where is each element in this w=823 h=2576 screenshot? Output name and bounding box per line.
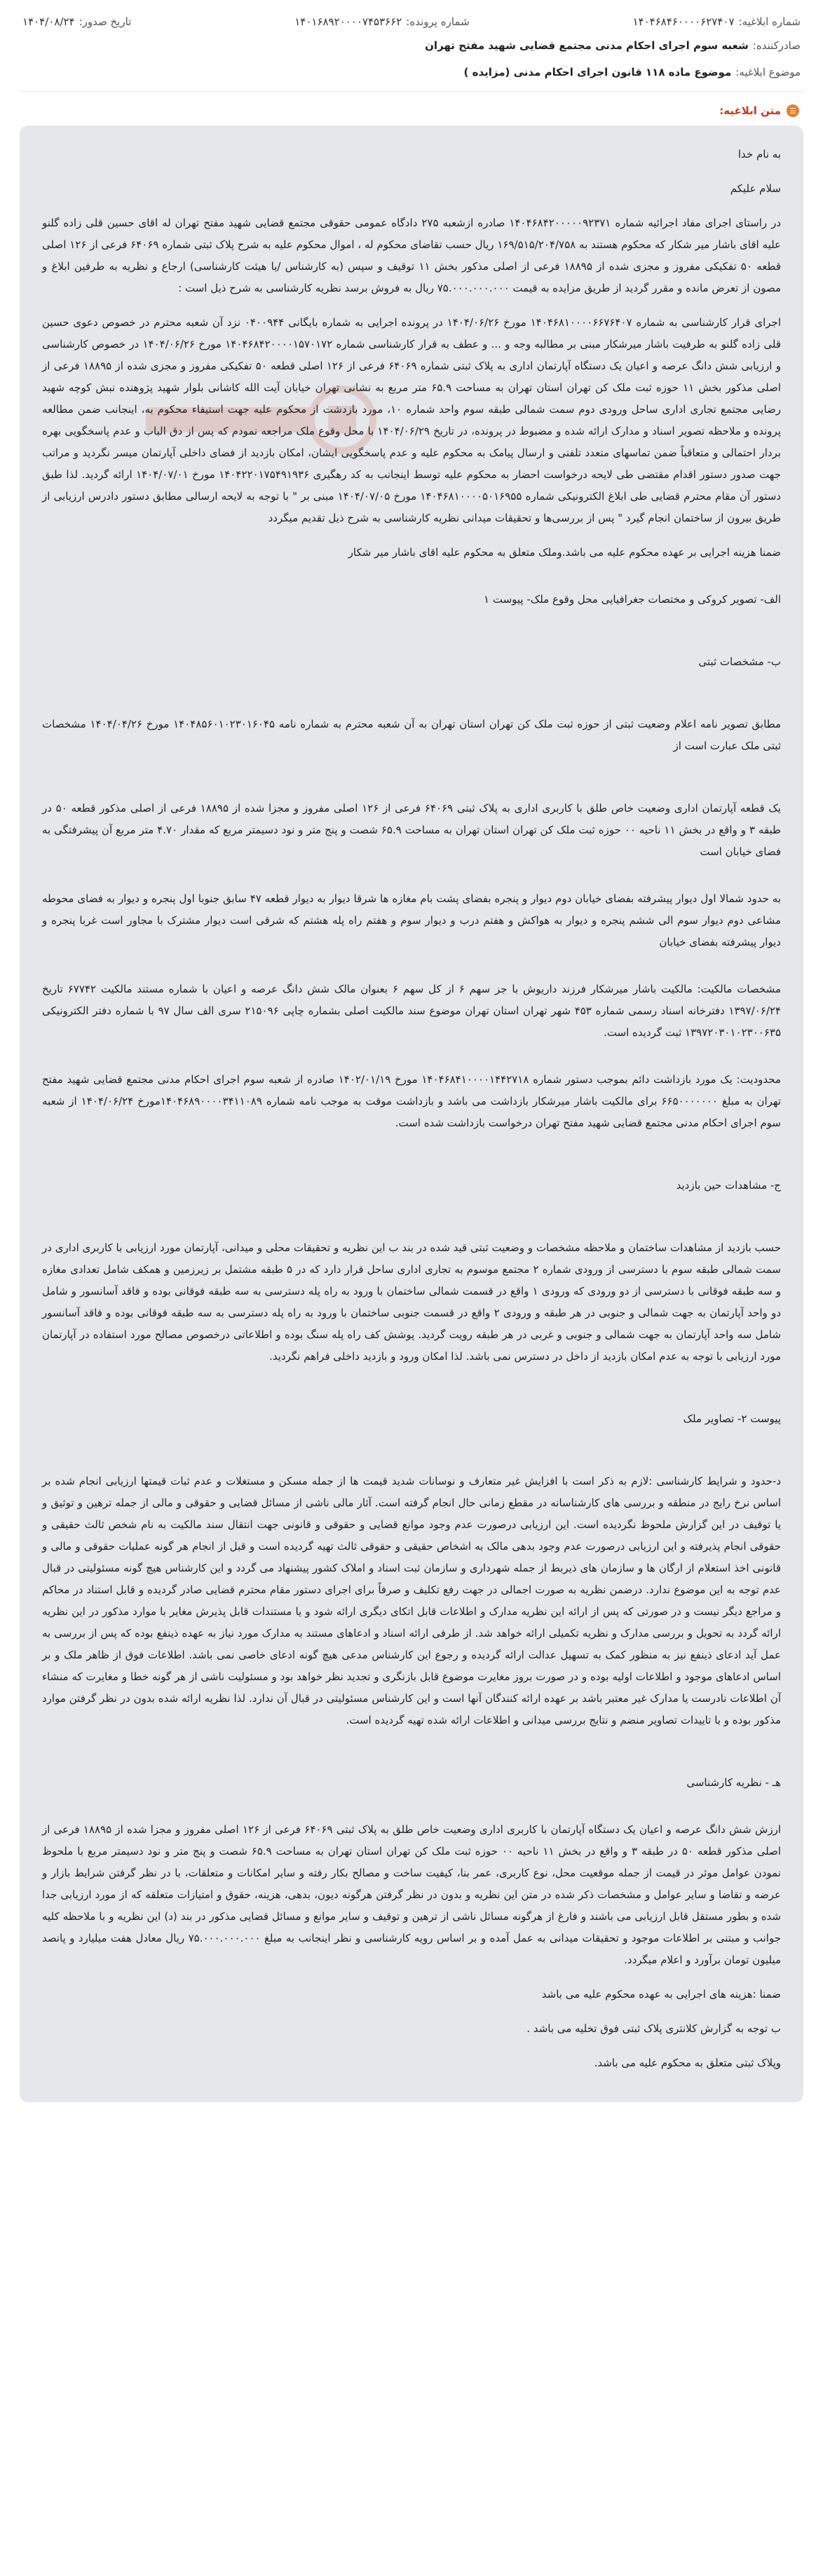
paragraph-greeting: سلام علیکم bbox=[730, 182, 781, 195]
notice-text-header bbox=[20, 102, 803, 125]
paragraph-boundaries: به حدود شمالا اول دیوار پیشرفته بفضای خیابان دوم دیوار و پنجره بفضای پشت بام مغازه ها شرقا دیوار به دیوار قطعه ۴۷ سابق جنوبا اول پنجره و دیوار به فضای محوطه مشاعی دوم دیوار سوم الی ششم پنجره و دیوار به هواکش و هفتم درب و دیوار سوم و هفتم راه پله هشتم که شرقی است دیوار مشترک با مجاور است غربا پنجره و دیوار پیشرفته بفضای خیابان bbox=[42, 892, 781, 948]
issuer-label: صادرکننده: bbox=[752, 39, 801, 52]
paragraph-intro: در راستای اجرای مفاد اجرائیه شماره ۱۴۰۴۶۸۴۲۰۰۰۰۰۹۲۳۷۱ صادره ازشعبه ۲۷۵ دادگاه عمومی حقوقی مجتمع قضایی شهید مفتح تهران له اقای حسین قلی زاده گلنو علیه اقای باشار میر شکار که محکوم هستند به ۱۶۹/۵۱۵/۲۰۴/۷۵۸ ریال حسب تقاضای محکوم له ، اموال محکوم علیه به شرح پلاک ثبتی شماره ۶۴۰۶۹ فرعی از ۱۲۶ اصلی قطعه ۵۰ تفکیکی مفروز و مجزی شده از ۱۸۸۹۵ فرعی از اصلی مذکور بخش ۱۱ توقیف و سپس (به کارشناس /یا هیئت کارشناسی) ارجاع و نظریه به طرفین ابلاغ و مصون از تعرض مانده و مقرر گردید از طریق مزایده به قیمت ۷۵.۰۰۰.۰۰۰.۰۰۰ ریال به فروش برسد نظریه کارشناسی به شرح ذیل است : bbox=[42, 217, 782, 294]
paragraph-valuation: ارزش شش دانگ عرصه و اعیان یک دستگاه آپارتمان با کاربری اداری وضعیت خاص طلق به پلاک ثبتی ۶۴۰۶۹ فرعی از ۱۲۶ اصلی مفروز و مجزا شده از ۱۸۸۹۵ فرعی از اصلی مذکور قطعه ۵۰ در طبقه ۳ و واقع در بخش ۱۱ ناحیه ۰۰ حوزه ثبت ملک کن تهران استان تهران به مساحت ۶۵.۹ شصت و پنج متر و نود دسیمتر مربع با ملحوظ نمودن عوامل موثر در قیمت از جمله موقعیت محل، نوع کاربری، عمر بنا، کیفیت ساخت و مصالح بکار رفته و سایر امکانات و متعلقات، با در نظر گرفتن شرایط بازار و عرضه و تقاضا و سایر عوامل و مشخصات ذکر شده در متن این نظریه و بدون در نظر گرفتن هرگونه دیون، بدهی، هزینه، حقوق و امتیازات متعلقه که از مورد ارزیابی جدا شده و بطور مستقل قابل ارزیابی می باشند و فارغ از هرگونه مسائل ناشی از ترهین و توقیف و سایر موانع و مسائل قضایی مذکور در بند (د) این نظریه و با ملاحظه کلیه جوانب و مبتنی بر اطلاعات موجود و تحقیقات میدانی به عمل آمده و بر اساس رویه کارشناسی و نظر اینجانب به مبلغ ۷۵.۰۰۰.۰۰۰.۰۰۰ ریال معادل هفت میلیارد و پانصد میلیون تومان برآورد و اعلام میگردد. bbox=[42, 1823, 781, 1966]
issue-date-value: ۱۴۰۴/۰۸/۲۴ bbox=[22, 15, 75, 28]
divider bbox=[20, 91, 803, 92]
notice-body bbox=[20, 125, 803, 2102]
case-number-label: شماره پرونده: bbox=[406, 15, 470, 28]
section-b-title: ب- مشخصات ثبتی bbox=[698, 655, 781, 668]
notice-number-value: ۱۴۰۴۶۸۴۶۰۰۰۰۶۲۷۴۰۷ bbox=[632, 15, 735, 28]
paragraph-police-report: ب توجه به گزارش کلانتری پلاک ثبتی فوق تخلیه می باشد . bbox=[526, 2022, 781, 2035]
case-number-value: ۱۴۰۱۶۸۹۲۰۰۰۰۷۴۵۳۶۶۲ bbox=[294, 15, 402, 28]
document-icon: ☰ bbox=[787, 104, 799, 117]
paragraph-registry-letter: مطابق تصویر نامه اعلام وضعیت ثبتی از حوزه ثبت ملک کن تهران استان تهران به آن شعبه محترم به شماره نامه ۱۴۰۴۸۵۶۰۱۰۲۳۰۱۶۰۴۵ مورخ ۱۴۰۴/۰۴/۲۶ مشخصات ثبتی ملک عبارت است از bbox=[42, 718, 781, 752]
paragraph-ownership-note: وپلاک ثبتی متعلق به محکوم علیه می باشد. bbox=[594, 2057, 781, 2069]
section-e-title: هـ - نظریه کارشناسی bbox=[686, 1776, 781, 1789]
subject-value: موضوع ماده ۱۱۸ قانون اجرای احکام مدنی (مزایده ) bbox=[463, 66, 732, 79]
section-c-title: ج- مشاهدات حین بازدید bbox=[676, 1179, 781, 1192]
attachment-2-title: پیوست ۲- تصاویر ملک bbox=[683, 1412, 781, 1425]
issue-date bbox=[22, 15, 131, 28]
issue-date-label: تاریخ صدور: bbox=[79, 15, 132, 28]
notice-number bbox=[633, 15, 801, 28]
paragraph-observations: حسب بازدید از مشاهدات ساختمان و ملاحظه مشخصات و وضعیت ثبتی قید شده در بند ب این نظریه و تحقیقات محلی و میدانی، آپارتمان مورد ارزیابی با کاربری اداری در سمت شمالی طبقه سوم با دسترسی از ورودی شماره ۲ مجتمع موسوم به تجاری اداری ساحل قرار دارد که در ۵ طبقه مشتمل بر زیرزمین و همکف شامل تعدادی مغازه و سه طبقه فوقانی با دسترسی از دو ورودی که ورودی ۱ واقع در قسمت شمالی ساختمان با ورود به راه پله دسترسی به سه طبقه فوقانی بوده و فاقد آسانسور و شامل دو واحد آپارتمان به جهت شمالی و جنوبی در هر طبقه و ورودی ۲ واقع در قسمت جنوبی ساختمان با ورود به راه پله دسترسی به سه طبقه فوقانی بوده و فاقد آسانسور شامل سه واحد آپارتمان به جهت شمالی و جنوبی و غربی در هر طبقه رویت گردید. پوشش کف راه پله سنگ بوده و اطلاعاتی درخصوص مصالح مورد استفاده در آپارتمان مورد ارزیابی با توجه به عدم امکان بازدید از داخل در دسترس نمی باشد. لذا امکان ورود و بازدید داخلی فراهم نگردید. bbox=[42, 1241, 782, 1363]
paragraph-restrictions: محدودیت: یک مورد بازداشت دائم بموجب دستور شماره ۱۴۰۴۶۸۴۱۰۰۰۰۱۴۴۲۷۱۸ مورخ ۱۴۰۲/۰۱/۱۹ صادره از شعبه سوم اجرای احکام مدنی مجتمع قضایی شهید مفتح تهران به مبلغ ۶۶۵۰۰۰۰۰۰۰ برای مالکیت باشار میرشکار بازداشت می باشد و بازداشت موقت به موجب نامه شماره ۱۴۰۴۶۸۹۰۰۰۰۳۴۱۱۰۸۹مورخ ۱۴۰۴/۰۶/۲۴ از شعبه سوم اجرای احکام مدنی مجتمع قضایی شهید مفتح تهران درخواست بازداشت شده است. bbox=[42, 1073, 781, 1129]
issuer-row bbox=[20, 35, 803, 62]
paragraph-property-desc: یک قطعه آپارتمان اداری وضعیت خاص طلق با کاربری اداری به پلاک ثبتی ۶۴۰۶۹ فرعی از ۱۲۶ اصلی مفروز و مجزا شده از ۱۸۸۹۵ فرعی از اصلی مذکور قطعه ۵۰ در طبقه ۳ و واقع در بخش ۱۱ ناحیه ۰۰ حوزه ثبت ملک کن تهران استان تهران به مساحت ۶۵.۹ شصت و پنج متر و نود دسیمتر مربع که مقدار ۴.۷۰ متر مربع آن پیشرفتگی به فضای خیابان است bbox=[42, 802, 781, 858]
notice-meta-row bbox=[20, 14, 803, 35]
paragraph-conditions: د-حدود و شرایط کارشناسی :لازم به ذکر است با افزایش غیر متعارف و نوسانات شدید قیمت ها از جمله مسکن و مستغلات و عدم ثبات قیمتها ارزیابی انجام شده بر اساس نرخ رایج در منطقه و بررسی های کارشناسانه در مقطع زمانی حال انجام گرفته است. آثار مالی ناشی از مسائل قضایی و حقوقی و مالی از جمله ترهین و توثیق و یا توقیف در این گزارش ملحوظ نگردیده است. این ارزیابی درصورت عدم وجود موانع قضایی و حقوقی و قانونی جهت انتقال سند مالکیت به نام شخص ثالث حقیقی و حقوقی انجام پذیرفته و این ارزیابی درصورت عدم وجود بدهی مالک به اشخاص حقیقی و حقوقی ثالث تهیه گردیده است و قبل از انجام هر گونه عملیات حقوقی و مالی و قانونی اخذ استعلام از ارگان ها و سازمان های ذیربط از جمله شهرداری و سازمان ثبت اسناد و املاک کشور پیشنهاد می گردد و این کارشناس هیچ گونه مسئولیتی در قبال عدم توجه به این موضوع ندارد. درضمن نظریه به صورت اجمالی در جهت رفع تکلیف و صرفاً برای اجرای دستور مقام محترم قضایی صادر گردیده و قابل استناد در محاکم و مراجع دیگر نیست و در صورتی که پس از ارائه این نظریه مدارک و اطلاعات قابل اتکای دیگری ارائه شود و یا مستندات قابل پذیرش مغایر با موارد مذکور در این نظریه ارائه گردد به تحویل و بررسی مدارک و نظریه تکمیلی ارائه خواهد شد. از طرفی ارائه اسناد و ادعاهای مستند به مدارک مورد نیاز به عهده ذینفع بوده که پس از بررسی به عمل آید ادعای ذینفع نیز به منظور کمک به تسهیل عدالت ارائه گردیده و رجوع این کارشناس مدعی هیچ گونه ادعای خاصی نمی باشد. اطلاعات فوق از ظاهر ملک و بر اساس ادعاهای موجود و اطلاعات اولیه بوده و در صورت بروز مغایرت موضوع قابل بازنگری و تجدید نظر خواهد بود و مسئولیت ناشی از هر گونه خطا و مغایرت که منشاء آن اطلاعات نادرست یا مدارک غیر معتبر باشد بر عهده ارائه کنندگان آنها است و این کارشناس مسئولیتی در قبال آن ندارد. لذا نظریه ارائه شده بدون در نظر گرفتن موارد مذکور بوده و با تاییدات تصاویر منضم و نتایج بررسی میدانی و اطلاعات ارائه شده تهیه گردیده است. bbox=[42, 1475, 781, 1726]
paragraph-bismillah: به نام خدا bbox=[737, 148, 781, 161]
subject-row bbox=[20, 62, 803, 88]
section-a-title: الف- تصویر کروکی و مختصات جغرافیایی محل وقوع ملک- پیوست ۱ bbox=[484, 593, 781, 606]
case-number bbox=[294, 15, 469, 28]
paragraph-costs-note: ضمنا هزینه اجرایی بر عهده محکوم علیه می باشد.وملک متعلق به محکوم علیه اقای باشار میر شکار bbox=[348, 546, 781, 559]
subject-label: موضوع ابلاغیه: bbox=[735, 66, 801, 79]
paragraph-ownership: مشخصات مالکیت: مالکیت باشار میرشکار فرزند داریوش با جز سهم ۶ از کل سهم ۶ بعنوان مالک شش دانگ عرصه و اعیان با شماره مستند مالکیت ۶۷۷۴۲ تاریخ ۱۳۹۷/۰۶/۲۴ دفترخانه اسناد رسمی شماره ۴۵۳ شهر تهران استان تهران موضوع سند مالکیت اصلی بشماره چاپی ۲۱۵۰۹۶ سری الف سال ۹۷ با شماره دفتر الکترونیکی ۱۳۹۷۲۰۳۰۱۰۲۳۰۰۶۳۵ ثبت گردیده است. bbox=[42, 983, 782, 1039]
paragraph-expert-order: اجرای قرار کارشناسی به شماره ۱۴۰۴۶۸۱۰۰۰۰۶۶۷۶۴۰۷ مورخ ۱۴۰۴/۰۶/۲۶ در پرونده اجرایی به شماره بایگانی ۰۴۰۰۹۴۴ نزد آن شعبه محترم در خصوص دعوی حسین قلی زاده گلنو به طرفیت باشار میرشکار مبنی بر مطالبه وجه و ... و عطف به قرار کارشناسی شماره ۱۴۰۴۶۸۴۲۰۰۰۰۱۵۷۰۱۷۲ مورخ ۱۴۰۴/۰۶/۲۶ در خصوص کارشناسی و ارزیابی شش دانگ عرصه و اعیان یک دستگاه آپارتمان اداری به پلاک ثبتی شماره ۶۴۰۶۹ فرعی از ۱۲۶ اصلی قطعه ۵۰ تفکیکی مفروز و مجزی شده از ۱۸۸۹۵ فرعی از اصلی مذکور بخش ۱۱ حوزه ثبت ملک کن تهران استان تهران به مساحت ۶۵.۹ متر مربع به نشانی تهران خیابان آیت الله کاشانی بلوار شهید پژوهنده نبش کوچه شهید رضایی مجتمع تجاری اداری ساحل ورودی دوم سمت شمالی طبقه سوم واحد شماره ۱۰، مورد بازدشت از محکوم علیه جهت استیفاء محکوم به، اینجانب ضمن مطالعه پرونده و ملاحظه تصویر اسناد و مدارک ارائه شده و مضبوط در پرونده، در تاریخ ۱۴۰۴/۰۶/۲۹ با محل وقوع ملک مراجعه نمودم که پس از دق الباب و عدم پاسخگویی بهره بردار احتمالی و متعاقباً ضمن تماسهای متعدد تلفنی و ارسال پیامک به محکوم علیه و عدم پاسخگویی ایشان، امکان بازدید از فضای داخلی آپارتمان میسر نگردید و مراتب جهت صدور دستور اقدام مقتضی طی لایحه درخواست احضار به محکوم علیه توسط اینجانب به کد رهگیری ۱۴۰۴۲۲۰۱۷۵۴۹۱۹۳۶ مورخ ۱۴۰۴/۰۷/۰۱ ارائه گردید. لذا طبق دستور آن مقام محترم قضایی طی ابلاغ الکترونیکی شماره ۱۴۰۴۶۸۱۰۰۰۰۵۰۱۶۹۵۵ مورخ ۱۴۰۴/۰۷/۰۵ مبنی بر " با توجه به لایحه ارسالی مطابق دستور دادرس ارزیابی از طریق بیرون از ساختمان انجام گیرد " پس از بررسی‌ها و تحقیقات میدانی نظریه کارشناسی به شرح ذیل تقدیم میگردد bbox=[42, 316, 782, 524]
notice-number-label: شماره ابلاغیه: bbox=[738, 15, 801, 28]
notice-text-label: متن ابلاغیه: bbox=[719, 104, 781, 117]
issuer-value: شعبه سوم اجرای احکام مدنی مجتمع قضایی شهید مفتح تهران bbox=[425, 39, 749, 52]
paragraph-execution-costs: ضمنا :هزینه های اجرایی به عهده محکوم علیه می باشد bbox=[541, 1988, 781, 2001]
